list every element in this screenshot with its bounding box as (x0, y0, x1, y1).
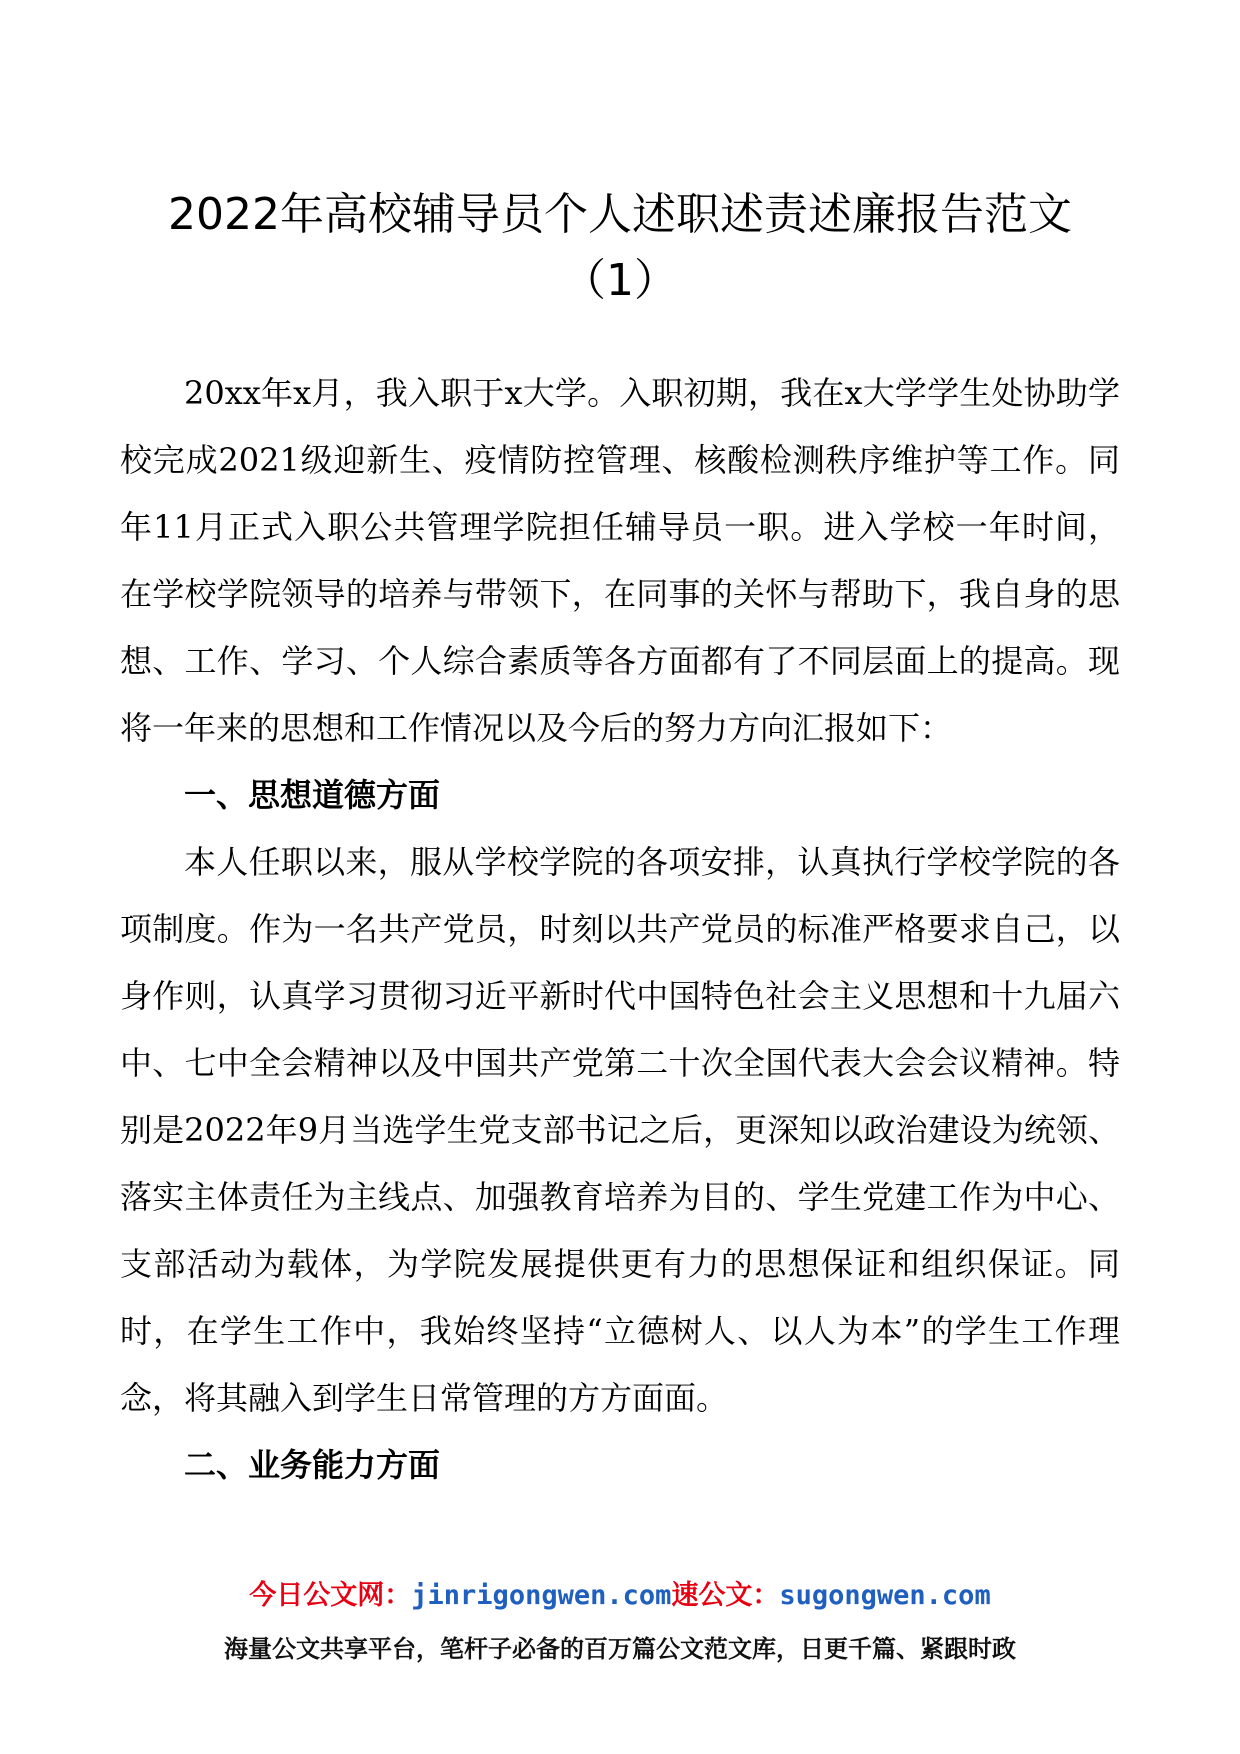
document-title: 2022年高校辅导员个人述职述责述廉报告范文 (168, 189, 1072, 240)
site1-name: 今日公文网： (249, 1580, 412, 1611)
section-heading-ability: 二、业务能力方面 (184, 1446, 441, 1484)
intro-paragraph: 20xx年x月，我入职于x大学。入职初期，我在x大学学生处协助学校完成2021级迎新生、疫情防控管理、核酸检测秩序维护等工作。同年11月正式入职公共管理学院担任辅导员一职。进入学校一年时间，在学校学院领导的培养与带领下，在同事的关怀与帮助下，我自身的思想、工作、学习、个人综合素质等各方面都有了不同层面上的提高。现将一年来的思想和工作情况以及今后的努力方向汇报如下： (120, 374, 1120, 747)
document-title-number: （1） (562, 255, 678, 306)
site2-name: 速公文： (671, 1580, 780, 1611)
footer-slogan: 海量公文共享平台，笔杆子必备的百万篇公文范文库，日更千篇、紧跟时政 (224, 1635, 1016, 1663)
footer-links (0, 1578, 1240, 1614)
section-heading-ideology: 一、思想道德方面 (184, 776, 441, 814)
site2-url-link[interactable]: sugongwen.com (779, 1580, 991, 1611)
ideology-paragraph: 本人任职以来，服从学校学院的各项安排，认真执行学校学院的各项制度。作为一名共产党员，时刻以共产党员的标准严格要求自己，以身作则，认真学习贯彻习近平新时代中国特色社会主义思想和十九届六中、七中全会精神以及中国共产党第二十次全国代表大会会议精神。特别是2022年9月当选学生党支部书记之后，更深知以政治建设为统领、落实主体责任为主线点、加强教育培养为目的、学生党建工作为中心、支部活动为载体，为学院发展提供更有力的思想保证和组织保证。同时，在学生工作中，我始终坚持“立德树人、以人为本”的学生工作理念，将其融入到学生日常管理的方方面面。 (120, 843, 1120, 1417)
document-body (120, 360, 1120, 1499)
site1-url-link[interactable]: jinrigongwen.com (411, 1580, 672, 1611)
